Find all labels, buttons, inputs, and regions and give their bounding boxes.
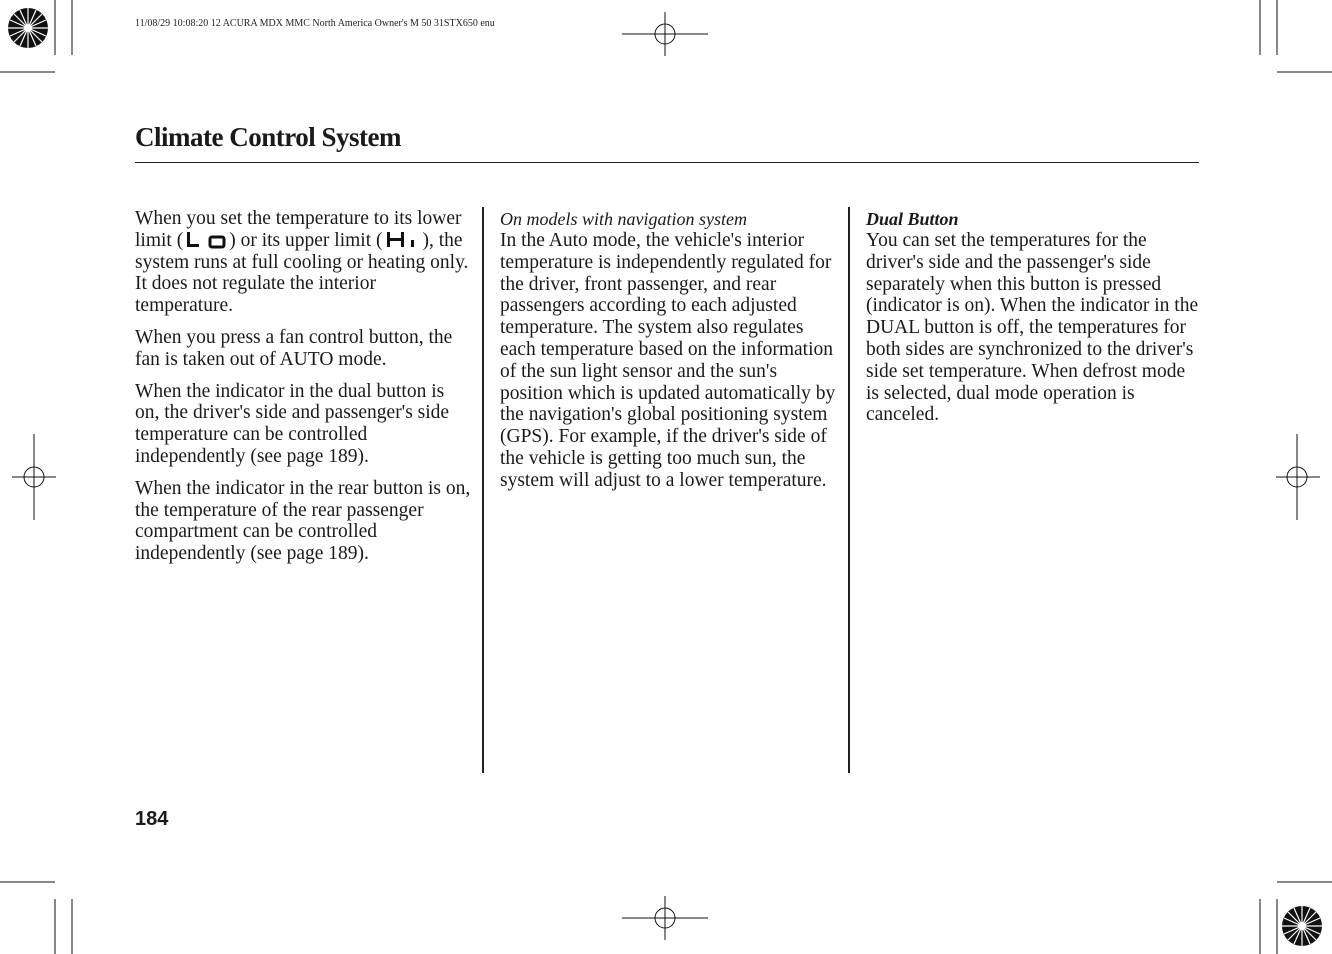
column-2: [500, 208, 836, 502]
print-info: 11/08/29 10:08:20 12 ACURA MDX MMC North America Owner's M 50 31STX650 enu: [135, 18, 495, 29]
paragraph-fan-control: When you press a fan control button, the fan is taken out of AUTO mode.: [135, 326, 453, 370]
navigation-models-note: On models with navigation system: [500, 209, 747, 229]
hi-display-icon: [384, 230, 422, 250]
paragraph-auto-mode: In the Auto mode, the vehicle's interior temperature is independently regulated for the driver, front passenger, and rear passengers according to each adjusted temperature. The system also regulates each temperature based on the information of the sun light sensor and the sun's position which is updated automatically by the navigation's global positioning system (GPS). For example, if the driver's side of the vehicle is getting too much sun, the system will adjust to a lower temperature.: [500, 230, 836, 491]
paragraph-dual-indicator: When the indicator in the dual button is on, the driver's side and passenger's side temperature can be controlled independently (see page 189).: [135, 380, 450, 467]
column-divider-2: [848, 207, 850, 773]
lo-display-icon: [184, 230, 228, 250]
text-segment: When you set the temperature to its lower limit (: [135, 208, 462, 251]
paragraph-dual-button: You can set the temperatures for the driver's side and the passenger's side separately when this button is pressed (indicator is on). When the indicator in the DUAL button is off, the temperatures for both sides are synchronized to the driver's side set temperature. When defrost mode is selected, dual mode operation is canceled.: [866, 230, 1199, 426]
page-number: 184: [135, 808, 169, 830]
text-segment: ) or its upper limit (: [229, 229, 383, 251]
text-segment: ), the system runs at full cooling or heating only. It does not regulate the interior temperature.: [135, 229, 469, 317]
column-divider-1: [482, 207, 484, 773]
title-divider: [135, 162, 1199, 163]
column-1: [135, 208, 471, 575]
column-3: [866, 208, 1202, 436]
paragraph-temperature-limits: [135, 208, 471, 317]
page-title: Climate Control System: [135, 122, 401, 152]
section-heading-dual-button: Dual Button: [866, 209, 959, 229]
paragraph-rear-indicator: When the indicator in the rear button is on, the temperature of the rear passenger compartment can be controlled independently (see page 189).: [135, 477, 471, 565]
